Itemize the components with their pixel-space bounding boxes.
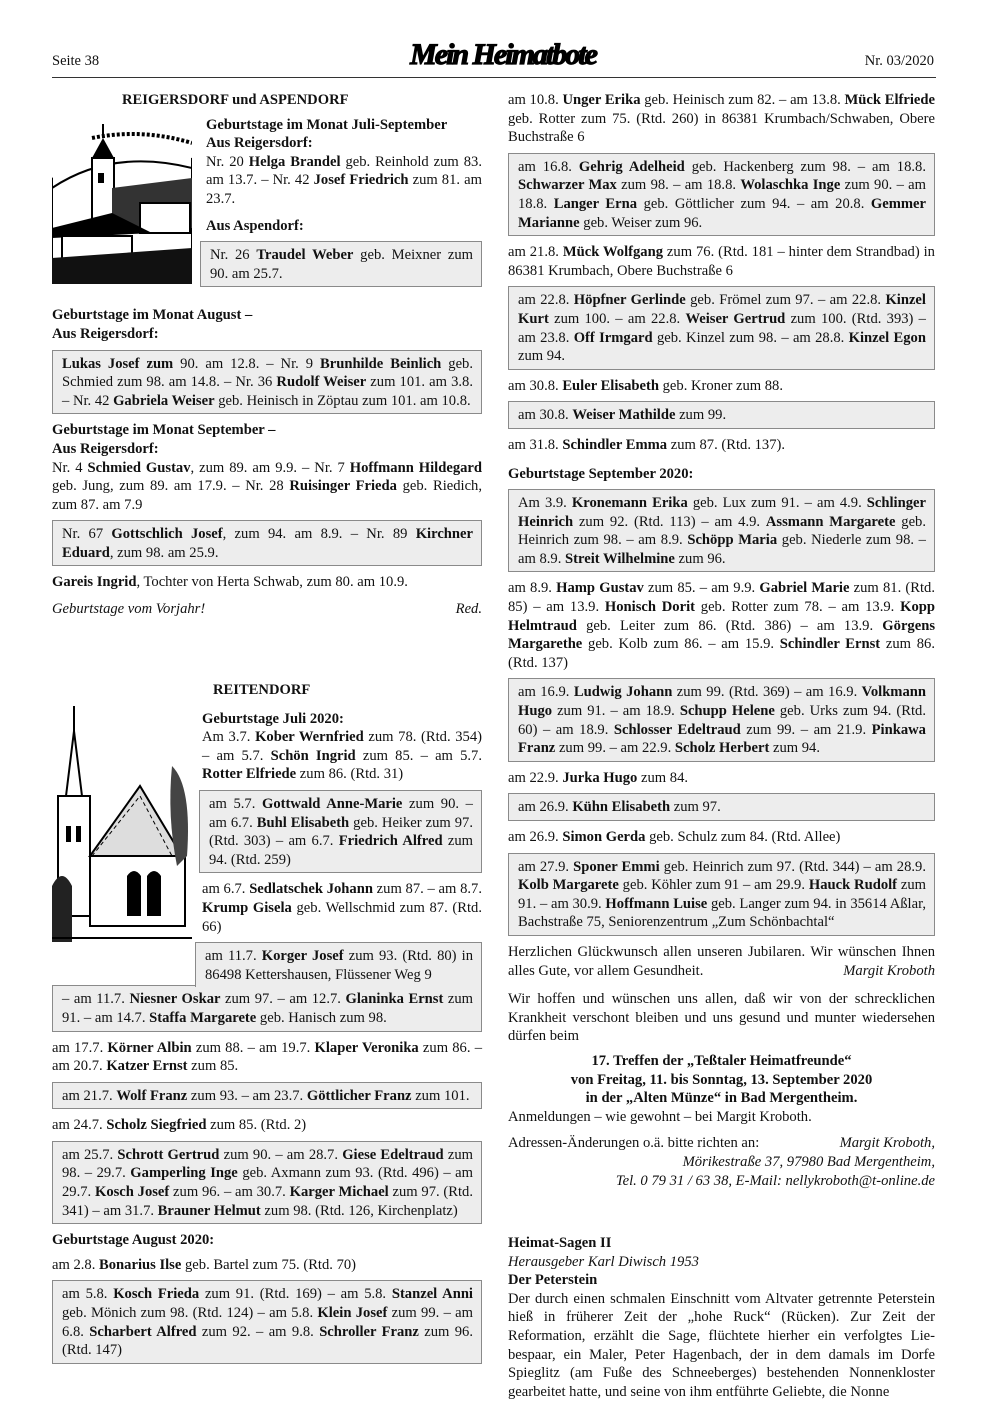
paragraph xyxy=(508,91,935,147)
text-run: geb. Heinrich zum 98. – am 8.9. xyxy=(518,513,927,549)
person-name: Schroller Franz xyxy=(319,1323,419,1340)
person-name: Sponer Emmi xyxy=(573,858,660,875)
person-name: Mück Wolfgang xyxy=(562,244,664,261)
text-run: am 2.8. xyxy=(52,1256,100,1273)
svg-text:Mein Heimatbote: Mein Heimatbote xyxy=(410,38,596,71)
text-run: geb. Heinisch in Zöptau zum 101. am 10.8. xyxy=(214,392,471,409)
person-name: Simon Gerda xyxy=(562,829,646,845)
person-name: Schön Ingrid xyxy=(270,747,356,764)
text-run: geb. Kolb zum 86. – am 15.9. xyxy=(582,636,780,653)
text-run: , zum 94. am 8.9. – Nr. 89 xyxy=(222,526,416,543)
text-run: zum 90. – am 18.8. xyxy=(518,177,927,212)
highlight-box xyxy=(508,286,935,369)
paragraph xyxy=(52,1116,482,1135)
note: Geburtstage vom Vorjahr! xyxy=(52,601,206,618)
section-reitendorf xyxy=(52,681,482,1371)
person-name: Gottwald Anne-Marie xyxy=(262,795,403,812)
paragraph xyxy=(508,243,935,280)
text-run: am 25.7. xyxy=(62,1146,118,1163)
person-name: Kolb Margarete xyxy=(518,877,619,894)
person-name: Kopp Helmtraud xyxy=(508,599,935,634)
text-run: geb. Weiser zum 96. xyxy=(579,214,703,231)
person-name: Hauck Rudolf xyxy=(808,877,898,894)
heading: Geburtstage im Monat September – xyxy=(52,422,276,439)
text-run: zum 94. xyxy=(518,348,566,365)
text-run: geb. Köhler zum 91 – am 29.9. xyxy=(618,877,809,894)
person-name: Weiser Gertrud xyxy=(685,310,786,327)
highlight-box xyxy=(52,520,482,566)
person-name: Sedlatschek Johann xyxy=(249,881,373,898)
person-name: Rotter Elfriede xyxy=(202,766,297,783)
text-run: am 21.7. xyxy=(62,1087,117,1104)
text-run: zum 99. (Rtd. 369) – am 16.9. xyxy=(672,684,862,701)
text-run: am 26.9. xyxy=(518,799,573,816)
paragraph: Anmeldungen – wie gewohnt – bei Margit Kroboth. xyxy=(508,1108,812,1125)
text-run: Nr. 67 xyxy=(62,526,112,543)
person-name: Honisch Dorit xyxy=(604,599,695,616)
text-run: geb. Mönich zum 98. (Rtd. 124) – am 5.8. xyxy=(62,1305,318,1322)
text-run: geb. Hanisch zum 98. xyxy=(256,1009,387,1026)
person-name: Brunhilde Beinlich xyxy=(320,355,442,372)
person-name: Kosch Frieda xyxy=(113,1286,200,1303)
highlight-box xyxy=(200,241,482,287)
text-run: zum 84. xyxy=(637,769,689,786)
person-name: Schrott Gertrud xyxy=(117,1146,220,1163)
text-run: am 16.8. xyxy=(518,158,579,175)
article-text: Der durch einen schmalen Einschnitt vom Altvater getrennte Peterstein hieß in früherer Zeit der „hohe Ruck“ (Rücken). Zur Zeit der Reformation, erzählt die Sage, flüchtete hierher ein verfolgtes Liebespaar, ein Maler, Peter Hagenbach, der in dem damals im Dorfe Spieglitz (am Fuße des Schneeberges) bestehenden Nonnenkloster gearbeitet hatte, und seine von ihm entführte Geliebte, die Nonne xyxy=(508,1290,935,1400)
text-run: zum 92. (Rtd. 113) – am 4.9. xyxy=(573,513,766,530)
text-run: geb. Bartel zum 75. (Rtd. 70) xyxy=(181,1256,357,1273)
text-run: geb. Heiker zum 97. (Rtd. 303) – am 6.7. xyxy=(209,814,473,850)
text-run: zum 99. – am 22.9. xyxy=(555,740,675,757)
person-name: Stanzel Anni xyxy=(391,1286,473,1303)
person-name: Ruisinger Frieda xyxy=(289,478,397,495)
greeting: Herzlichen Glückwunsch allen unseren Jubilaren. Wir wünschen Ihnen alles Gute, vor allem Gesundheit. xyxy=(508,943,935,979)
person-name: Staffa Margarete xyxy=(149,1009,257,1026)
person-name: Schwarzer Max xyxy=(518,177,617,194)
text-run: zum 86. (Rtd. 137) xyxy=(508,636,936,671)
person-name: Scharbert Alfred xyxy=(89,1323,197,1340)
person-name: Schindler Emma xyxy=(562,436,668,453)
text-run: am 5.7. xyxy=(209,795,262,812)
text-run: zum 91. – am 14.7. xyxy=(62,991,474,1026)
person-name: Göttlicher Franz xyxy=(306,1087,412,1104)
text-run: geb. Heinrich zum 97. (Rtd. 344) – am 28.9. xyxy=(659,858,926,875)
person-name: Kober Wernfried xyxy=(255,729,364,746)
person-name: Gabriel Marie xyxy=(759,580,850,597)
person-name: Körner Albin xyxy=(107,1039,192,1056)
section-reigersdorf xyxy=(52,91,482,625)
text-run: geb. Hackenberg zum 98. – am 18.8. xyxy=(684,158,926,175)
person-name: Kühn Elisabeth xyxy=(572,799,671,816)
address-street: Mörikestraße 37, 97980 Bad Mergentheim, xyxy=(682,1153,935,1170)
text-run: am 5.8. xyxy=(62,1286,114,1303)
person-name: Mück Elfriede xyxy=(844,92,935,108)
paragraph xyxy=(508,579,935,672)
person-name: Karger Michael xyxy=(289,1184,389,1201)
text-run: , Tochter von Herta Schwab, zum 80. am 10.9. xyxy=(136,574,408,591)
heading: Geburtstage Juli 2020: xyxy=(202,710,344,727)
person-name: Gehrig Adelheid xyxy=(578,158,685,175)
person-name: Unger Erika xyxy=(562,92,641,108)
issue-number: Nr. 03/2020 xyxy=(864,53,934,69)
text-run: am 11.7. xyxy=(205,948,262,965)
text-run: , zum 98. am 25.9. xyxy=(109,544,219,561)
heading: Geburtstage im Monat August – xyxy=(52,307,253,324)
text-run: zum 96. xyxy=(674,550,726,567)
person-name: Josef Friedrich xyxy=(313,172,409,189)
person-name: Langer Erna xyxy=(553,195,638,212)
text-run: geb. Leiter zum 86. (Rtd. 386) – am 13.9. xyxy=(576,617,883,634)
person-name: Traudel Weber xyxy=(256,247,354,264)
paragraph xyxy=(508,377,935,396)
paragraph: Wir hoffen und wünschen uns allen, daß wir von der schrecklichen Krankheit verschont bleiben und uns gesund und munter wiedersehen dürfen beim xyxy=(508,991,935,1045)
text-run: zum 85. – am 9.9. xyxy=(643,580,760,597)
text-run: am 22.9. xyxy=(508,769,563,786)
article-editor: Herausgeber Karl Diwisch 1953 xyxy=(508,1253,699,1270)
text-run: am 26.9. xyxy=(508,829,563,845)
text-run: geb. Schmied zum 98. am 14.8. – Nr. 36 xyxy=(62,355,473,391)
heading: Aus Reigersdorf: xyxy=(52,440,159,457)
address-contact[interactable]: Tel. 0 79 31 / 63 38, E-Mail: nellykroboth@t-online.de xyxy=(615,1172,935,1189)
text-run: zum 90. – am 6.7. xyxy=(209,795,473,831)
text-run: zum 96. (Rtd. 147) xyxy=(62,1323,473,1359)
person-name: Weiser Mathilde xyxy=(572,407,676,424)
address-intro: Adressen-Änderungen o.ä. bitte richten an: xyxy=(508,1135,760,1152)
text-run: am 16.9. xyxy=(518,684,574,701)
text-run: zum 93. – am 23.7. xyxy=(187,1087,307,1104)
person-name: Korger Josef xyxy=(261,948,344,965)
text-run: am 17.7. xyxy=(52,1039,108,1056)
person-name: Off Irmgard xyxy=(573,329,653,346)
person-name: Helga Brandel xyxy=(248,153,341,170)
text-run: geb. Schulz zum 84. (Rtd. Allee) xyxy=(645,829,841,845)
person-name: Scholz Herbert xyxy=(674,740,770,757)
text-run: Nr. 4 xyxy=(52,459,88,476)
text-run: zum 87. – am 8.7. xyxy=(372,881,482,898)
text-run: am 21.8. xyxy=(508,244,563,261)
text-run: zum 94. xyxy=(769,740,820,757)
person-name: Bonarius Ilse xyxy=(99,1256,182,1273)
highlight-box xyxy=(508,793,935,821)
text-run: zum 96. – am 30.7. xyxy=(169,1184,290,1201)
text-run: zum 91. – am 30.9. xyxy=(518,877,926,912)
highlight-box xyxy=(52,350,482,415)
person-name: Kronemann Erika xyxy=(571,495,688,512)
person-name: Höpfner Gerlinde xyxy=(573,292,686,309)
text-run: am 30.8. xyxy=(508,377,563,394)
text-run: geb. Meixner zum 90. am 25.7. xyxy=(210,247,473,282)
event-line: von Freitag, 11. bis Sonntag, 13. September 2020 xyxy=(570,1071,873,1088)
person-name: Gottschlich Josef xyxy=(111,526,223,543)
person-name: Niesner Oskar xyxy=(129,991,221,1008)
page-number: Seite 38 xyxy=(52,53,100,69)
person-name: Brauner Helmut xyxy=(157,1202,261,1219)
address-name: Margit Kroboth, xyxy=(839,1135,935,1152)
text-run: zum 97. – am 12.7. xyxy=(220,991,346,1008)
text-run: geb. Reinhold zum 83. am 13.7. – Nr. 42 xyxy=(206,153,482,189)
text-run: zum 86. (Rtd. 31) xyxy=(296,766,404,783)
heading: Geburtstage August 2020: xyxy=(52,1232,215,1249)
person-name: Schmied Gustav xyxy=(87,459,191,476)
person-name: Assmann Margarete xyxy=(765,513,896,530)
highlight-box xyxy=(508,678,935,761)
person-name: Hoffmann Luise xyxy=(605,895,708,912)
text-run: zum 98. (Rtd. 126, Kirchenplatz) xyxy=(260,1202,458,1219)
text-run: am 6.7. xyxy=(202,881,250,898)
text-run: geb. Langer zum 94. in 35614 Aßlar, Bachstraße 75, Seniorenzentrum „Zum Schönbachtal“ xyxy=(518,895,927,931)
text-run: zum 81. (Rtd. 85) – am 13.9. xyxy=(508,580,935,616)
text-run: geb. Riedich, zum 87. am 7.9 xyxy=(52,478,482,513)
text-run: zum 93. (Rtd. 80) in 86498 Kettershausen, Flüssener Weg 9 xyxy=(205,948,473,983)
paragraph xyxy=(202,728,482,784)
text-run: geb. Heinisch zum 82. – am 13.8. xyxy=(640,92,845,108)
person-name: Krump Gisela xyxy=(202,899,292,916)
text-run: geb. Lux zum 91. – am 4.9. xyxy=(687,495,867,512)
highlight-box xyxy=(52,1141,482,1224)
highlight-box xyxy=(508,489,935,572)
person-name: Schlinger Heinrich xyxy=(518,495,926,530)
section-title: REIGERSDORF und ASPENDORF xyxy=(122,92,349,108)
note-signature: Red. xyxy=(455,601,482,618)
person-name: Wolf Franz xyxy=(116,1087,188,1104)
text-run: zum 86. – am 20.7. xyxy=(52,1039,482,1075)
person-name: Rudolf Weiser xyxy=(276,374,367,391)
person-name: Euler Elisabeth xyxy=(562,377,659,394)
person-name: Hoffmann Hildegard xyxy=(349,459,483,476)
text-run: zum 88. – am 19.7. xyxy=(191,1039,315,1056)
person-name: Schindler Ernst xyxy=(779,636,881,653)
text-run: zum 81. am 23.7. xyxy=(206,172,482,207)
greeting-signature: Margit Kroboth xyxy=(843,962,935,979)
text-run: Nr. 26 xyxy=(210,247,257,264)
person-name: Wolaschka Inge xyxy=(740,177,841,194)
heading: Aus Aspendorf: xyxy=(206,217,304,234)
text-run: zum 101. am 3.8. – Nr. 42 xyxy=(62,374,473,409)
text-run: zum 87. (Rtd. 137). xyxy=(667,436,786,453)
text-run: geb. Urks zum 94. (Rtd. 60) – am 18.9. xyxy=(518,703,926,738)
text-run: zum 78. (Rtd. 354) – am 5.7. xyxy=(202,729,483,764)
village-illustration xyxy=(52,118,192,284)
text-run: geb. Rotter zum 78. – am 13.9. xyxy=(695,599,901,616)
text-run: geb. Jung, zum 89. am 17.9. – Nr. 28 xyxy=(52,478,290,495)
text-run: zum 99. xyxy=(675,407,727,424)
paragraph xyxy=(52,459,482,515)
heading: Geburtstage im Monat Juli-September xyxy=(206,116,448,133)
text-run: am 10.8. xyxy=(508,92,563,108)
person-name: Buhl Elisabeth xyxy=(256,814,350,831)
church-illustration xyxy=(52,706,192,942)
person-name: Kinzel Kurt xyxy=(518,292,926,327)
highlight-box xyxy=(52,1280,482,1363)
text-run: zum 99. – am 6.8. xyxy=(62,1305,473,1340)
person-name: Gemmer Marianne xyxy=(518,195,926,231)
person-name: Katzer Ernst xyxy=(106,1058,188,1075)
text-run: zum 85. – am 5.7. xyxy=(355,747,482,764)
text-run: zum 98. – 29.7. xyxy=(62,1146,473,1182)
text-run: am 27.9. xyxy=(518,858,574,875)
text-run: geb. Wellschmid zum 87. (Rtd. 66) xyxy=(202,899,483,935)
text-run: zum 85. xyxy=(187,1058,239,1075)
person-name: Streit Wilhelmine xyxy=(565,550,675,567)
person-name: Kosch Josef xyxy=(94,1184,170,1201)
text-run: Am 3.7. xyxy=(202,729,256,746)
person-name: Lukas Josef zum xyxy=(62,355,174,372)
event-line: 17. Treffen der „Teßtaler Heimatfreunde“ xyxy=(591,1052,852,1069)
paragraph xyxy=(508,769,935,788)
text-run: zum 100. – am 22.8. xyxy=(548,310,686,327)
person-name: Kirchner Eduard xyxy=(62,526,473,561)
paragraph xyxy=(508,828,935,847)
person-name: Gareis Ingrid xyxy=(52,574,137,591)
text-run: zum 101. xyxy=(411,1087,470,1104)
text-run: geb. Frömel zum 97. – am 22.8. xyxy=(685,292,886,309)
heading: Geburtstage September 2020: xyxy=(508,465,694,482)
header-divider xyxy=(52,77,936,78)
text-run: zum 97. xyxy=(670,799,721,816)
text-run: zum 92. – am 9.8. xyxy=(196,1323,320,1340)
text-run: zum 76. (Rtd. 181 – hinter dem Strandbad) in 86381 Krumbach, Obere Buchstraße 6 xyxy=(508,244,935,279)
person-name: Giese Edeltraud xyxy=(342,1146,444,1163)
paragraph xyxy=(508,436,935,455)
highlight-box xyxy=(508,153,935,236)
highlight-box xyxy=(508,853,935,936)
person-name: Volkmann Hugo xyxy=(518,684,926,720)
text-run: zum 91. – am 18.9. xyxy=(552,703,680,720)
highlight-box xyxy=(52,1082,482,1110)
person-name: Klein Josef xyxy=(317,1305,388,1322)
masthead-logo xyxy=(398,34,608,74)
paragraph xyxy=(206,153,482,209)
heading: Aus Reigersdorf: xyxy=(206,135,313,152)
article-title: Heimat-Sagen II xyxy=(508,1235,612,1252)
section-title: REITENDORF xyxy=(213,682,311,698)
right-column xyxy=(508,91,935,1407)
heading: Aus Reigersdorf: xyxy=(52,325,159,342)
person-name: Kinzel Egon xyxy=(848,329,926,346)
text-run: Nr. 20 xyxy=(206,153,249,170)
person-name: Gabriela Weiser xyxy=(113,392,215,409)
text-run: – am 11.7. xyxy=(62,991,130,1008)
person-name: Klaper Veronika xyxy=(314,1039,419,1056)
text-run: zum 99. – am 21.9. xyxy=(740,721,872,738)
text-run: am 24.7. xyxy=(52,1117,107,1134)
text-run: zum 98. – am 18.8. xyxy=(616,177,741,194)
person-name: Schupp Helene xyxy=(679,703,775,720)
text-run: geb. Göttlicher zum 94. – am 20.8. xyxy=(637,195,871,212)
person-name: Schlosser Edeltraud xyxy=(613,721,741,738)
paragraph xyxy=(52,1256,482,1275)
text-run: am 30.8. xyxy=(518,407,573,424)
text-run: zum 97. (Rtd. 341) – am 31.7. xyxy=(62,1184,474,1219)
person-name: Gamperling Inge xyxy=(130,1165,238,1182)
text-run: am 8.9. xyxy=(508,580,557,597)
paragraph xyxy=(52,573,482,592)
text-run: am 31.8. xyxy=(508,436,563,453)
text-run: am 22.8. xyxy=(518,292,574,309)
event-line: in der „Alten Münze“ in Bad Mergentheim. xyxy=(585,1090,858,1107)
text-run: Am 3.9. xyxy=(518,495,572,512)
article-subtitle: Der Peterstein xyxy=(508,1272,598,1289)
paragraph xyxy=(202,880,482,936)
person-name: Pinkawa Franz xyxy=(518,721,926,757)
text-run: geb. Niederle zum 98. – am 8.9. xyxy=(518,532,926,567)
person-name: Friedrich Alfred xyxy=(338,833,443,850)
text-run: zum 94. (Rtd. 259) xyxy=(209,833,473,868)
text-run: , zum 89. am 9.9. – Nr. 7 xyxy=(190,459,350,476)
text-run: geb. Axmann zum 93. (Rtd. 496) – am 29.7. xyxy=(62,1165,473,1201)
text-run: geb. Kinzel zum 98. – am 28.8. xyxy=(652,329,849,346)
highlight-box xyxy=(508,401,935,429)
person-name: Ludwig Johann xyxy=(573,684,673,701)
person-name: Scholz Siegfried xyxy=(106,1117,207,1134)
text-run: zum 100. (Rtd. 393) – am 23.8. xyxy=(518,310,926,346)
highlight-box xyxy=(199,790,482,873)
text-run: geb. Kroner zum 88. xyxy=(658,377,783,394)
text-run: zum 91. (Rtd. 169) – am 5.8. xyxy=(199,1286,392,1303)
text-run: geb. Rotter zum 75. (Rtd. 260) in 86381 Krumbach/Schwaben, Obere Buchstraße 6 xyxy=(508,110,935,146)
person-name: Schöpp Maria xyxy=(687,532,778,549)
text-run: zum 90. – am 28.7. xyxy=(219,1146,343,1163)
person-name: Hamp Gustav xyxy=(556,580,644,597)
person-name: Görgens Margarethe xyxy=(508,617,935,653)
person-name: Jurka Hugo xyxy=(562,769,638,786)
paragraph xyxy=(52,1039,482,1076)
highlight-box xyxy=(195,942,482,987)
text-run: zum 85. (Rtd. 2) xyxy=(206,1117,307,1134)
text-run: 90. am 12.8. – Nr. 9 xyxy=(173,355,320,372)
highlight-box xyxy=(52,985,482,1031)
person-name: Glaninka Ernst xyxy=(345,991,444,1008)
